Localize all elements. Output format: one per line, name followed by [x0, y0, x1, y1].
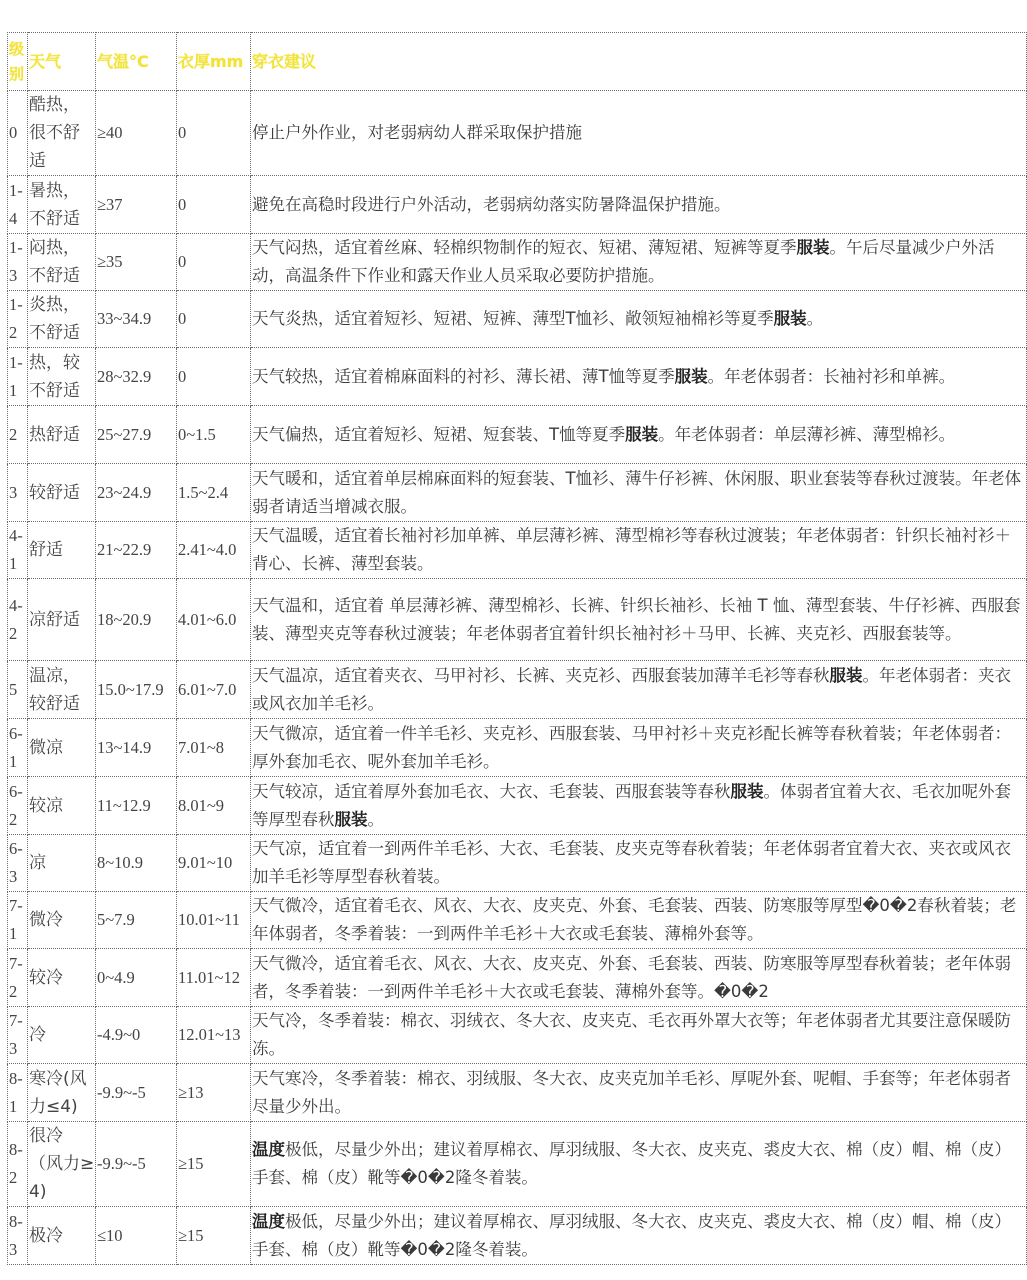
weather-cell: 温凉，较舒适 [28, 661, 96, 719]
advice-text: 。 [806, 309, 824, 328]
advice-text: 天气冷，冬季着装：棉衣、羽绒衣、冬大衣、皮夹克、毛衣再外罩大衣等；年老体弱者尤其要注意保暖防冻。 [252, 1011, 1011, 1058]
clothing-index-table-wrapper [7, 32, 1027, 1265]
temperature-cell: 18~20.9 [96, 579, 177, 661]
thickness-cell: 6.01~7.0 [177, 661, 251, 719]
level-cell: 4-1 [8, 522, 28, 579]
temperature-cell: ≤10 [96, 1207, 177, 1265]
level-cell: 1-2 [8, 291, 28, 348]
clothing-index-table [7, 32, 1027, 1265]
temperature-cell: 5~7.9 [96, 892, 177, 949]
thickness-cell: ≥15 [177, 1207, 251, 1265]
advice-cell [251, 719, 1027, 777]
advice-cell [251, 234, 1027, 291]
advice-text: 。午后尽量减少户外活动，高温条件下作业和露天作业人员采取必要防护措施。 [252, 238, 995, 285]
weather-cell: 极冷 [28, 1207, 96, 1265]
level-cell: 6-3 [8, 835, 28, 892]
table-row [8, 176, 1027, 234]
weather-cell: 寒冷(风力≤4) [28, 1064, 96, 1122]
temperature-cell: 11~12.9 [96, 777, 177, 835]
thickness-cell: 0 [177, 348, 251, 406]
advice-emphasis: 服装 [674, 366, 708, 386]
advice-text: 。年老体弱者：单层薄衫裤、薄型棉衫。 [658, 424, 956, 444]
temperature-cell: -9.9~-5 [96, 1122, 177, 1207]
weather-cell: 凉舒适 [28, 579, 96, 661]
table-row [8, 522, 1027, 579]
level-cell: 2 [8, 406, 28, 464]
advice-cell [251, 949, 1027, 1007]
table-row [8, 348, 1027, 406]
advice-cell [251, 406, 1027, 464]
weather-cell: 较舒适 [28, 464, 96, 522]
table-row [8, 579, 1027, 661]
header-temperature: 气温°C [96, 33, 177, 91]
level-cell: 3 [8, 464, 28, 522]
table-row [8, 661, 1027, 719]
weather-cell: 炎热，不舒适 [28, 291, 96, 348]
level-cell: 1-3 [8, 234, 28, 291]
weather-cell: 舒适 [28, 522, 96, 579]
weather-cell: 酷热，很不舒适 [28, 91, 96, 176]
level-cell: 5 [8, 661, 28, 719]
advice-text: 避免在高稳时段进行户外活动，老弱病幼落实防暑降温保护措施。 [252, 194, 731, 214]
advice-text: 天气偏热，适宜着短衫、短裙、短套装、T恤等夏季 [252, 424, 626, 444]
advice-emphasis: 服装 [796, 238, 830, 257]
advice-text: 极低，尽量少外出；建议着厚棉衣、厚羽绒服、冬大衣、皮夹克、裘皮大衣、棉（皮）帽、棉（皮）手套、棉（皮）靴等�0�2隆冬着装。 [252, 1140, 1011, 1187]
temperature-cell: 21~22.9 [96, 522, 177, 579]
advice-cell [251, 661, 1027, 719]
temperature-cell: ≥37 [96, 176, 177, 234]
temperature-cell: 25~27.9 [96, 406, 177, 464]
level-cell: 7-1 [8, 892, 28, 949]
advice-emphasis: 服装 [625, 424, 659, 444]
advice-emphasis: 服装 [730, 781, 764, 801]
thickness-cell: 12.01~13 [177, 1007, 251, 1064]
advice-text: 天气较凉，适宜着厚外套加毛衣、大衣、毛套装、西服套装等春秋 [252, 781, 731, 801]
advice-text: 天气暖和，适宜着单层棉麻面料的短套装、T恤衫、薄牛仔衫裤、休闲服、职业套装等春秋过渡装。年老体弱者请适当增减衣服。 [252, 468, 1022, 516]
thickness-cell: 7.01~8 [177, 719, 251, 777]
thickness-cell: 4.01~6.0 [177, 579, 251, 661]
advice-text: 天气温凉，适宜着夹衣、马甲衬衫、长裤、夹克衫、西服套装加薄羊毛衫等春秋 [252, 665, 830, 685]
advice-cell [251, 464, 1027, 522]
weather-cell: 较冷 [28, 949, 96, 1007]
level-cell: 8-1 [8, 1064, 28, 1122]
thickness-cell: 8.01~9 [177, 777, 251, 835]
advice-cell [251, 91, 1027, 176]
weather-cell: 微凉 [28, 719, 96, 777]
weather-cell: 暑热，不舒适 [28, 176, 96, 234]
thickness-cell: 9.01~10 [177, 835, 251, 892]
thickness-cell: 1.5~2.4 [177, 464, 251, 522]
header-thickness: 衣厚mm [177, 33, 251, 91]
temperature-cell: 0~4.9 [96, 949, 177, 1007]
advice-cell [251, 291, 1027, 348]
table-row [8, 777, 1027, 835]
advice-text: 停止户外作业，对老弱病幼人群采取保护措施 [252, 123, 582, 142]
table-row [8, 1007, 1027, 1064]
level-cell: 1-4 [8, 176, 28, 234]
table-row [8, 892, 1027, 949]
advice-emphasis: 服装 [334, 809, 368, 829]
header-row [8, 33, 1027, 91]
level-cell: 7-2 [8, 949, 28, 1007]
weather-cell: 微冷 [28, 892, 96, 949]
thickness-cell: 0 [177, 91, 251, 176]
advice-text: 天气温和，适宜着 单层薄衫裤、薄型棉衫、长裤、针织长袖衫、长袖 T 恤、薄型套装、牛仔衫裤、西服套装、薄型夹克等春秋过渡装；年老体弱者宜着针织长袖衬衫＋马甲、长裤、夹克衫、西服套装等。 [252, 595, 1021, 643]
temperature-cell: 28~32.9 [96, 348, 177, 406]
advice-text: 天气凉，适宜着一到两件羊毛衫、大衣、毛套装、皮夹克等春秋着装；年老体弱者宜着大衣、夹衣或风衣加羊毛衫等厚型春秋着装。 [252, 839, 1011, 886]
temperature-cell: 8~10.9 [96, 835, 177, 892]
advice-cell [251, 777, 1027, 835]
advice-emphasis: 温度 [252, 1140, 285, 1159]
header-weather: 天气 [28, 33, 96, 91]
weather-cell: 冷 [28, 1007, 96, 1064]
table-row [8, 1064, 1027, 1122]
weather-cell: 凉 [28, 835, 96, 892]
temperature-cell: 13~14.9 [96, 719, 177, 777]
advice-cell [251, 579, 1027, 661]
level-cell: 7-3 [8, 1007, 28, 1064]
advice-cell [251, 1122, 1027, 1207]
advice-emphasis: 服装 [829, 665, 863, 685]
weather-cell: 很冷（风力≥4) [28, 1122, 96, 1207]
table-row [8, 835, 1027, 892]
advice-text: 。年老体弱者：长袖衬衫和单裤。 [707, 366, 956, 386]
advice-cell [251, 348, 1027, 406]
weather-cell: 较凉 [28, 777, 96, 835]
advice-cell [251, 1207, 1027, 1265]
advice-text: 天气炎热，适宜着短衫、短裙、短裤、薄型T恤衫、敞领短袖棉衫等夏季 [252, 309, 774, 328]
level-cell: 4-2 [8, 579, 28, 661]
temperature-cell: -4.9~0 [96, 1007, 177, 1064]
advice-emphasis: 温度 [252, 1211, 285, 1231]
table-row [8, 719, 1027, 777]
level-cell: 6-1 [8, 719, 28, 777]
advice-text: 。体弱者宜着大衣、毛衣加呢外套等厚型春秋 [252, 781, 1011, 829]
advice-cell [251, 176, 1027, 234]
table-row [8, 949, 1027, 1007]
advice-emphasis: 服装 [773, 309, 807, 328]
advice-text: 天气寒冷，冬季着装：棉衣、羽绒服、冬大衣、皮夹克加羊毛衫、厚呢外套、呢帽、手套等；年老体弱者尽量少外出。 [252, 1068, 1011, 1116]
thickness-cell: 0 [177, 176, 251, 234]
table-row [8, 234, 1027, 291]
table-row [8, 464, 1027, 522]
advice-text: 天气温暖，适宜着长袖衬衫加单裤、单层薄衫裤、薄型棉衫等春秋过渡装；年老体弱者：针织长袖衬衫＋背心、长裤、薄型套装。 [252, 526, 1011, 573]
thickness-cell: 2.41~4.0 [177, 522, 251, 579]
advice-cell [251, 835, 1027, 892]
table-row [8, 1207, 1027, 1265]
advice-text: 。年老体弱者：夹衣或风衣加羊毛衫。 [252, 665, 1011, 713]
table-row [8, 291, 1027, 348]
advice-cell [251, 892, 1027, 949]
table-row [8, 1122, 1027, 1207]
weather-cell: 热，较不舒适 [28, 348, 96, 406]
temperature-cell: 15.0~17.9 [96, 661, 177, 719]
advice-text: 天气微冷，适宜着毛衣、风衣、大衣、皮夹克、外套、毛套装、西装、防寒服等厚型�0�2春秋着装；老年体弱者，冬季着装：一到两件羊毛衫＋大衣或毛套装、薄棉外套等。 [252, 896, 1017, 943]
advice-text: 极低，尽量少外出；建议着厚棉衣、厚羽绒服、冬大衣、皮夹克、裘皮大衣、棉（皮）帽、棉（皮）手套、棉（皮）靴等�0�2隆冬着装。 [252, 1211, 1011, 1259]
advice-text: 天气闷热，适宜着丝麻、轻棉织物制作的短衣、短裙、薄短裙、短裤等夏季 [252, 238, 797, 257]
header-level: 级别 [8, 33, 28, 91]
advice-text: 天气较热，适宜着棉麻面料的衬衫、薄长裙、薄T恤等夏季 [252, 366, 675, 386]
thickness-cell: ≥13 [177, 1064, 251, 1122]
temperature-cell: 23~24.9 [96, 464, 177, 522]
temperature-cell: ≥40 [96, 91, 177, 176]
level-cell: 0 [8, 91, 28, 176]
advice-text: 天气微凉，适宜着一件羊毛衫、夹克衫、西服套装、马甲衬衫＋夹克衫配长裤等春秋着装；年老体弱者：厚外套加毛衣、呢外套加羊毛衫。 [252, 723, 1011, 771]
level-cell: 8-3 [8, 1207, 28, 1265]
thickness-cell: 0~1.5 [177, 406, 251, 464]
weather-cell: 热舒适 [28, 406, 96, 464]
thickness-cell: 11.01~12 [177, 949, 251, 1007]
table-body [8, 91, 1027, 1265]
temperature-cell: 33~34.9 [96, 291, 177, 348]
level-cell: 8-2 [8, 1122, 28, 1207]
level-cell: 6-2 [8, 777, 28, 835]
weather-cell: 闷热，不舒适 [28, 234, 96, 291]
advice-cell [251, 1007, 1027, 1064]
temperature-cell: -9.9~-5 [96, 1064, 177, 1122]
thickness-cell: 0 [177, 234, 251, 291]
level-cell: 1-1 [8, 348, 28, 406]
advice-text: 天气微冷，适宜着毛衣、风衣、大衣、皮夹克、外套、毛套装、西装、防寒服等厚型春秋着装；老年体弱者，冬季着装：一到两件羊毛衫＋大衣或毛套装、薄棉外套等。�0�2 [252, 953, 1011, 1001]
temperature-cell: ≥35 [96, 234, 177, 291]
advice-text: 。 [367, 809, 384, 829]
table-row [8, 406, 1027, 464]
table-row [8, 91, 1027, 176]
advice-cell [251, 522, 1027, 579]
thickness-cell: 0 [177, 291, 251, 348]
advice-cell [251, 1064, 1027, 1122]
header-advice: 穿衣建议 [251, 33, 1027, 91]
thickness-cell: ≥15 [177, 1122, 251, 1207]
thickness-cell: 10.01~11 [177, 892, 251, 949]
